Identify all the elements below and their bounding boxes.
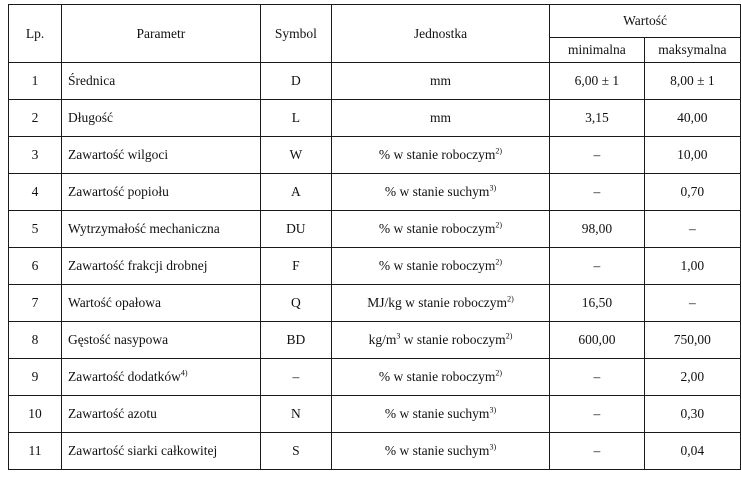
- table-row: [9, 137, 741, 174]
- unit-text: % w stanie roboczym: [378, 258, 496, 273]
- unit-exponent: 3: [396, 331, 401, 341]
- unit-text: MJ/kg w stanie roboczym: [367, 295, 508, 310]
- cell-parametr: [62, 100, 261, 137]
- value-min: –: [593, 369, 601, 384]
- cell-jednostka: [331, 359, 549, 396]
- parameters-table: [8, 4, 741, 470]
- cell-symbol: [260, 174, 331, 211]
- cell-maksymalna: [644, 174, 740, 211]
- unit-text-rest: w stanie roboczym: [400, 332, 506, 347]
- table-row: [9, 322, 741, 359]
- unit-footnote: 3): [489, 183, 497, 193]
- parameter-name: Średnica: [68, 73, 116, 88]
- value-max: 40,00: [677, 110, 708, 125]
- parameter-symbol: BD: [286, 332, 306, 347]
- unit-text: % w stanie roboczym: [378, 221, 496, 236]
- parameter-name: Zawartość popiołu: [68, 184, 169, 199]
- table-row: [9, 100, 741, 137]
- table-row: [9, 359, 741, 396]
- cell-lp: [9, 433, 62, 470]
- parameter-symbol: A: [290, 184, 301, 199]
- table-row: [9, 433, 741, 470]
- unit-footnote: 2): [495, 220, 503, 230]
- cell-maksymalna: [644, 285, 740, 322]
- value-min: –: [593, 258, 601, 273]
- cell-jednostka: [331, 137, 549, 174]
- cell-symbol: [260, 433, 331, 470]
- parameter-symbol: –: [292, 369, 300, 384]
- row-number: 2: [31, 110, 39, 125]
- cell-jednostka: [331, 285, 549, 322]
- parameter-footnote: 4): [180, 368, 188, 378]
- cell-maksymalna: [644, 211, 740, 248]
- cell-jednostka: [331, 248, 549, 285]
- cell-parametr: [62, 63, 261, 100]
- cell-jednostka: [331, 433, 549, 470]
- cell-symbol: [260, 359, 331, 396]
- value-max: –: [688, 221, 696, 236]
- value-max: –: [688, 295, 696, 310]
- header-minimalna: minimalna: [550, 38, 645, 63]
- cell-maksymalna: [644, 248, 740, 285]
- cell-maksymalna: [644, 100, 740, 137]
- value-min: 600,00: [578, 332, 616, 347]
- unit-text: % w stanie roboczym: [378, 369, 496, 384]
- cell-minimalna: [550, 396, 645, 433]
- value-min: –: [593, 443, 601, 458]
- parameter-symbol: Q: [290, 295, 301, 310]
- row-number: 11: [28, 443, 42, 458]
- cell-symbol: [260, 63, 331, 100]
- cell-parametr: [62, 285, 261, 322]
- value-min: 98,00: [581, 221, 613, 236]
- value-max: 10,00: [677, 147, 708, 162]
- value-max: 2,00: [680, 369, 705, 384]
- cell-jednostka: [331, 100, 549, 137]
- cell-lp: [9, 137, 62, 174]
- row-number: 5: [31, 221, 39, 236]
- cell-minimalna: [550, 359, 645, 396]
- cell-minimalna: [550, 211, 645, 248]
- row-number: 10: [28, 406, 42, 421]
- cell-lp: [9, 248, 62, 285]
- value-min: 6,00 ± 1: [574, 73, 620, 88]
- table-row: [9, 285, 741, 322]
- cell-parametr: [62, 211, 261, 248]
- cell-maksymalna: [644, 322, 740, 359]
- value-min: –: [593, 406, 601, 421]
- parameter-symbol: W: [289, 147, 303, 162]
- table-row: [9, 63, 741, 100]
- value-max: 750,00: [673, 332, 711, 347]
- unit-text: % w stanie suchym: [384, 184, 490, 199]
- parameter-name: Gęstość nasypowa: [68, 332, 169, 347]
- cell-lp: [9, 359, 62, 396]
- cell-symbol: [260, 285, 331, 322]
- parameter-name: Zawartość siarki całkowitej: [68, 443, 218, 458]
- value-min: –: [593, 184, 601, 199]
- unit-text: % w stanie suchym: [384, 443, 490, 458]
- cell-parametr: [62, 359, 261, 396]
- parameter-symbol: DU: [286, 221, 306, 236]
- cell-minimalna: [550, 285, 645, 322]
- cell-symbol: [260, 322, 331, 359]
- parameter-symbol: F: [292, 258, 300, 273]
- unit-footnote: 3): [489, 442, 497, 452]
- cell-symbol: [260, 396, 331, 433]
- cell-maksymalna: [644, 137, 740, 174]
- unit-footnote: 2): [495, 146, 503, 156]
- cell-minimalna: [550, 248, 645, 285]
- table-row: [9, 396, 741, 433]
- value-max: 8,00 ± 1: [670, 73, 715, 88]
- value-min: 16,50: [581, 295, 613, 310]
- cell-maksymalna: [644, 63, 740, 100]
- parameter-name: Wytrzymałość mechaniczna: [68, 221, 220, 236]
- header-symbol: Symbol: [260, 5, 331, 63]
- cell-symbol: [260, 211, 331, 248]
- value-min: 3,15: [585, 110, 609, 125]
- cell-symbol: [260, 100, 331, 137]
- value-max: 0,30: [680, 406, 705, 421]
- parameter-name: Zawartość wilgoci: [68, 147, 169, 162]
- cell-jednostka: [331, 174, 549, 211]
- row-number: 4: [31, 184, 39, 199]
- header-maksymalna: maksymalna: [644, 38, 740, 63]
- value-max: 0,70: [680, 184, 705, 199]
- row-number: 8: [31, 332, 39, 347]
- parameter-name: Zawartość azotu: [68, 406, 157, 421]
- cell-parametr: [62, 248, 261, 285]
- cell-minimalna: [550, 174, 645, 211]
- cell-lp: [9, 322, 62, 359]
- cell-maksymalna: [644, 396, 740, 433]
- unit-text: mm: [429, 110, 451, 125]
- table-row: [9, 174, 741, 211]
- cell-lp: [9, 396, 62, 433]
- unit-text: mm: [429, 73, 451, 88]
- parameter-name: Długość: [68, 110, 114, 125]
- parameter-name: Zawartość dodatków: [68, 369, 181, 384]
- parameter-symbol: D: [290, 73, 301, 88]
- table-row: [9, 248, 741, 285]
- table-row: [9, 211, 741, 248]
- cell-lp: [9, 211, 62, 248]
- cell-parametr: [62, 174, 261, 211]
- unit-text: % w stanie roboczym: [378, 147, 496, 162]
- parameter-name: Zawartość frakcji drobnej: [68, 258, 208, 273]
- cell-symbol: [260, 137, 331, 174]
- value-max: 1,00: [680, 258, 705, 273]
- row-number: 6: [31, 258, 39, 273]
- cell-symbol: [260, 248, 331, 285]
- unit-footnote: 2): [505, 331, 513, 341]
- row-number: 7: [31, 295, 39, 310]
- header-jednostka: Jednostka: [331, 5, 549, 63]
- cell-minimalna: [550, 433, 645, 470]
- cell-minimalna: [550, 137, 645, 174]
- parameter-symbol: N: [290, 406, 301, 421]
- cell-minimalna: [550, 63, 645, 100]
- cell-jednostka: [331, 322, 549, 359]
- cell-maksymalna: [644, 359, 740, 396]
- cell-parametr: [62, 396, 261, 433]
- cell-parametr: [62, 322, 261, 359]
- cell-lp: [9, 100, 62, 137]
- table-body: [9, 63, 741, 470]
- cell-lp: [9, 285, 62, 322]
- cell-parametr: [62, 137, 261, 174]
- cell-jednostka: [331, 63, 549, 100]
- unit-footnote: 3): [489, 405, 497, 415]
- cell-parametr: [62, 433, 261, 470]
- row-number: 9: [31, 369, 39, 384]
- parameter-symbol: L: [291, 110, 300, 125]
- row-number: 3: [31, 147, 39, 162]
- header-row-top: [9, 5, 741, 38]
- unit-footnote: 2): [495, 368, 503, 378]
- unit-footnote: 2): [507, 294, 514, 304]
- row-number: 1: [31, 73, 39, 88]
- cell-maksymalna: [644, 433, 740, 470]
- cell-jednostka: [331, 396, 549, 433]
- parameter-symbol: S: [292, 443, 300, 458]
- cell-jednostka: [331, 211, 549, 248]
- value-max: 0,04: [680, 443, 705, 458]
- parameter-name: Wartość opałowa: [68, 295, 162, 310]
- cell-minimalna: [550, 100, 645, 137]
- cell-lp: [9, 174, 62, 211]
- value-min: –: [593, 147, 601, 162]
- unit-text: % w stanie suchym: [384, 406, 490, 421]
- cell-minimalna: [550, 322, 645, 359]
- cell-lp: [9, 63, 62, 100]
- header-parametr: Parametr: [62, 5, 261, 63]
- header-lp: Lp.: [9, 5, 62, 63]
- unit-text: kg/m: [368, 332, 397, 347]
- unit-footnote: 2): [495, 257, 503, 267]
- header-wartosc: Wartość: [550, 5, 741, 38]
